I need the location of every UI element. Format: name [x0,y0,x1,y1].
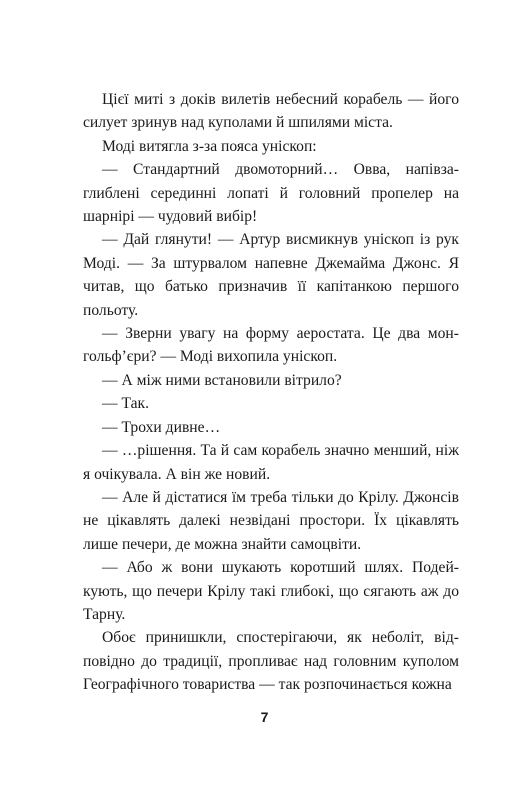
page-number: 7 [260,709,269,725]
paragraph: — А між ними встановили вітрило? [102,371,342,389]
paragraph: — Або ж вони шукають коротший шлях. Подейкують, що печери Крілу такі глибокі, що сягають аж до Тарну. [83,559,459,623]
paragraph: Обоє принишкли, спостерігаючи, як неболіт, відповідно до традиції, пропливає над головним куполом Географічного товариства — так розпочинається кожна [83,629,459,694]
paragraph: Моді витягла з-за пояса уніскоп: [102,137,317,155]
paragraph: Цієї миті з доків вилетів небесний корабель — його силует зринув над куполами й шпилями міста. [83,91,459,132]
body-text [83,88,459,697]
paragraph: — Дай глянути! — Артур висмикнув уніскоп із рук Моді. — За штурвалом напевне Джемайма Джонс. Я читав, що батько призначив її капітанкою першого польоту. [83,231,459,319]
paragraph: — Зверни увагу на форму аеростата. Це два монгольф’єри? — Моді вихопила уніскоп. [83,325,459,366]
paragraph: — Стандартний двомоторний… Овва, напівзаглиблені серединні лопаті й головний пропелер на шарнірі — чудовий вибір! [83,161,459,226]
paragraph: — …рішення. Та й сам корабель значно менший, ніж я очікувала. А він же новий. [83,442,459,483]
paragraph: — Але й дістатися їм треба тільки до Крілу. Джонсів не цікавлять далекі незвідані простори. Їх цікавлять лише печери, де можна знайти самоцвіти. [83,488,459,553]
paragraph: — Так. [102,395,150,413]
paragraph: — Трохи дивне… [102,418,221,436]
